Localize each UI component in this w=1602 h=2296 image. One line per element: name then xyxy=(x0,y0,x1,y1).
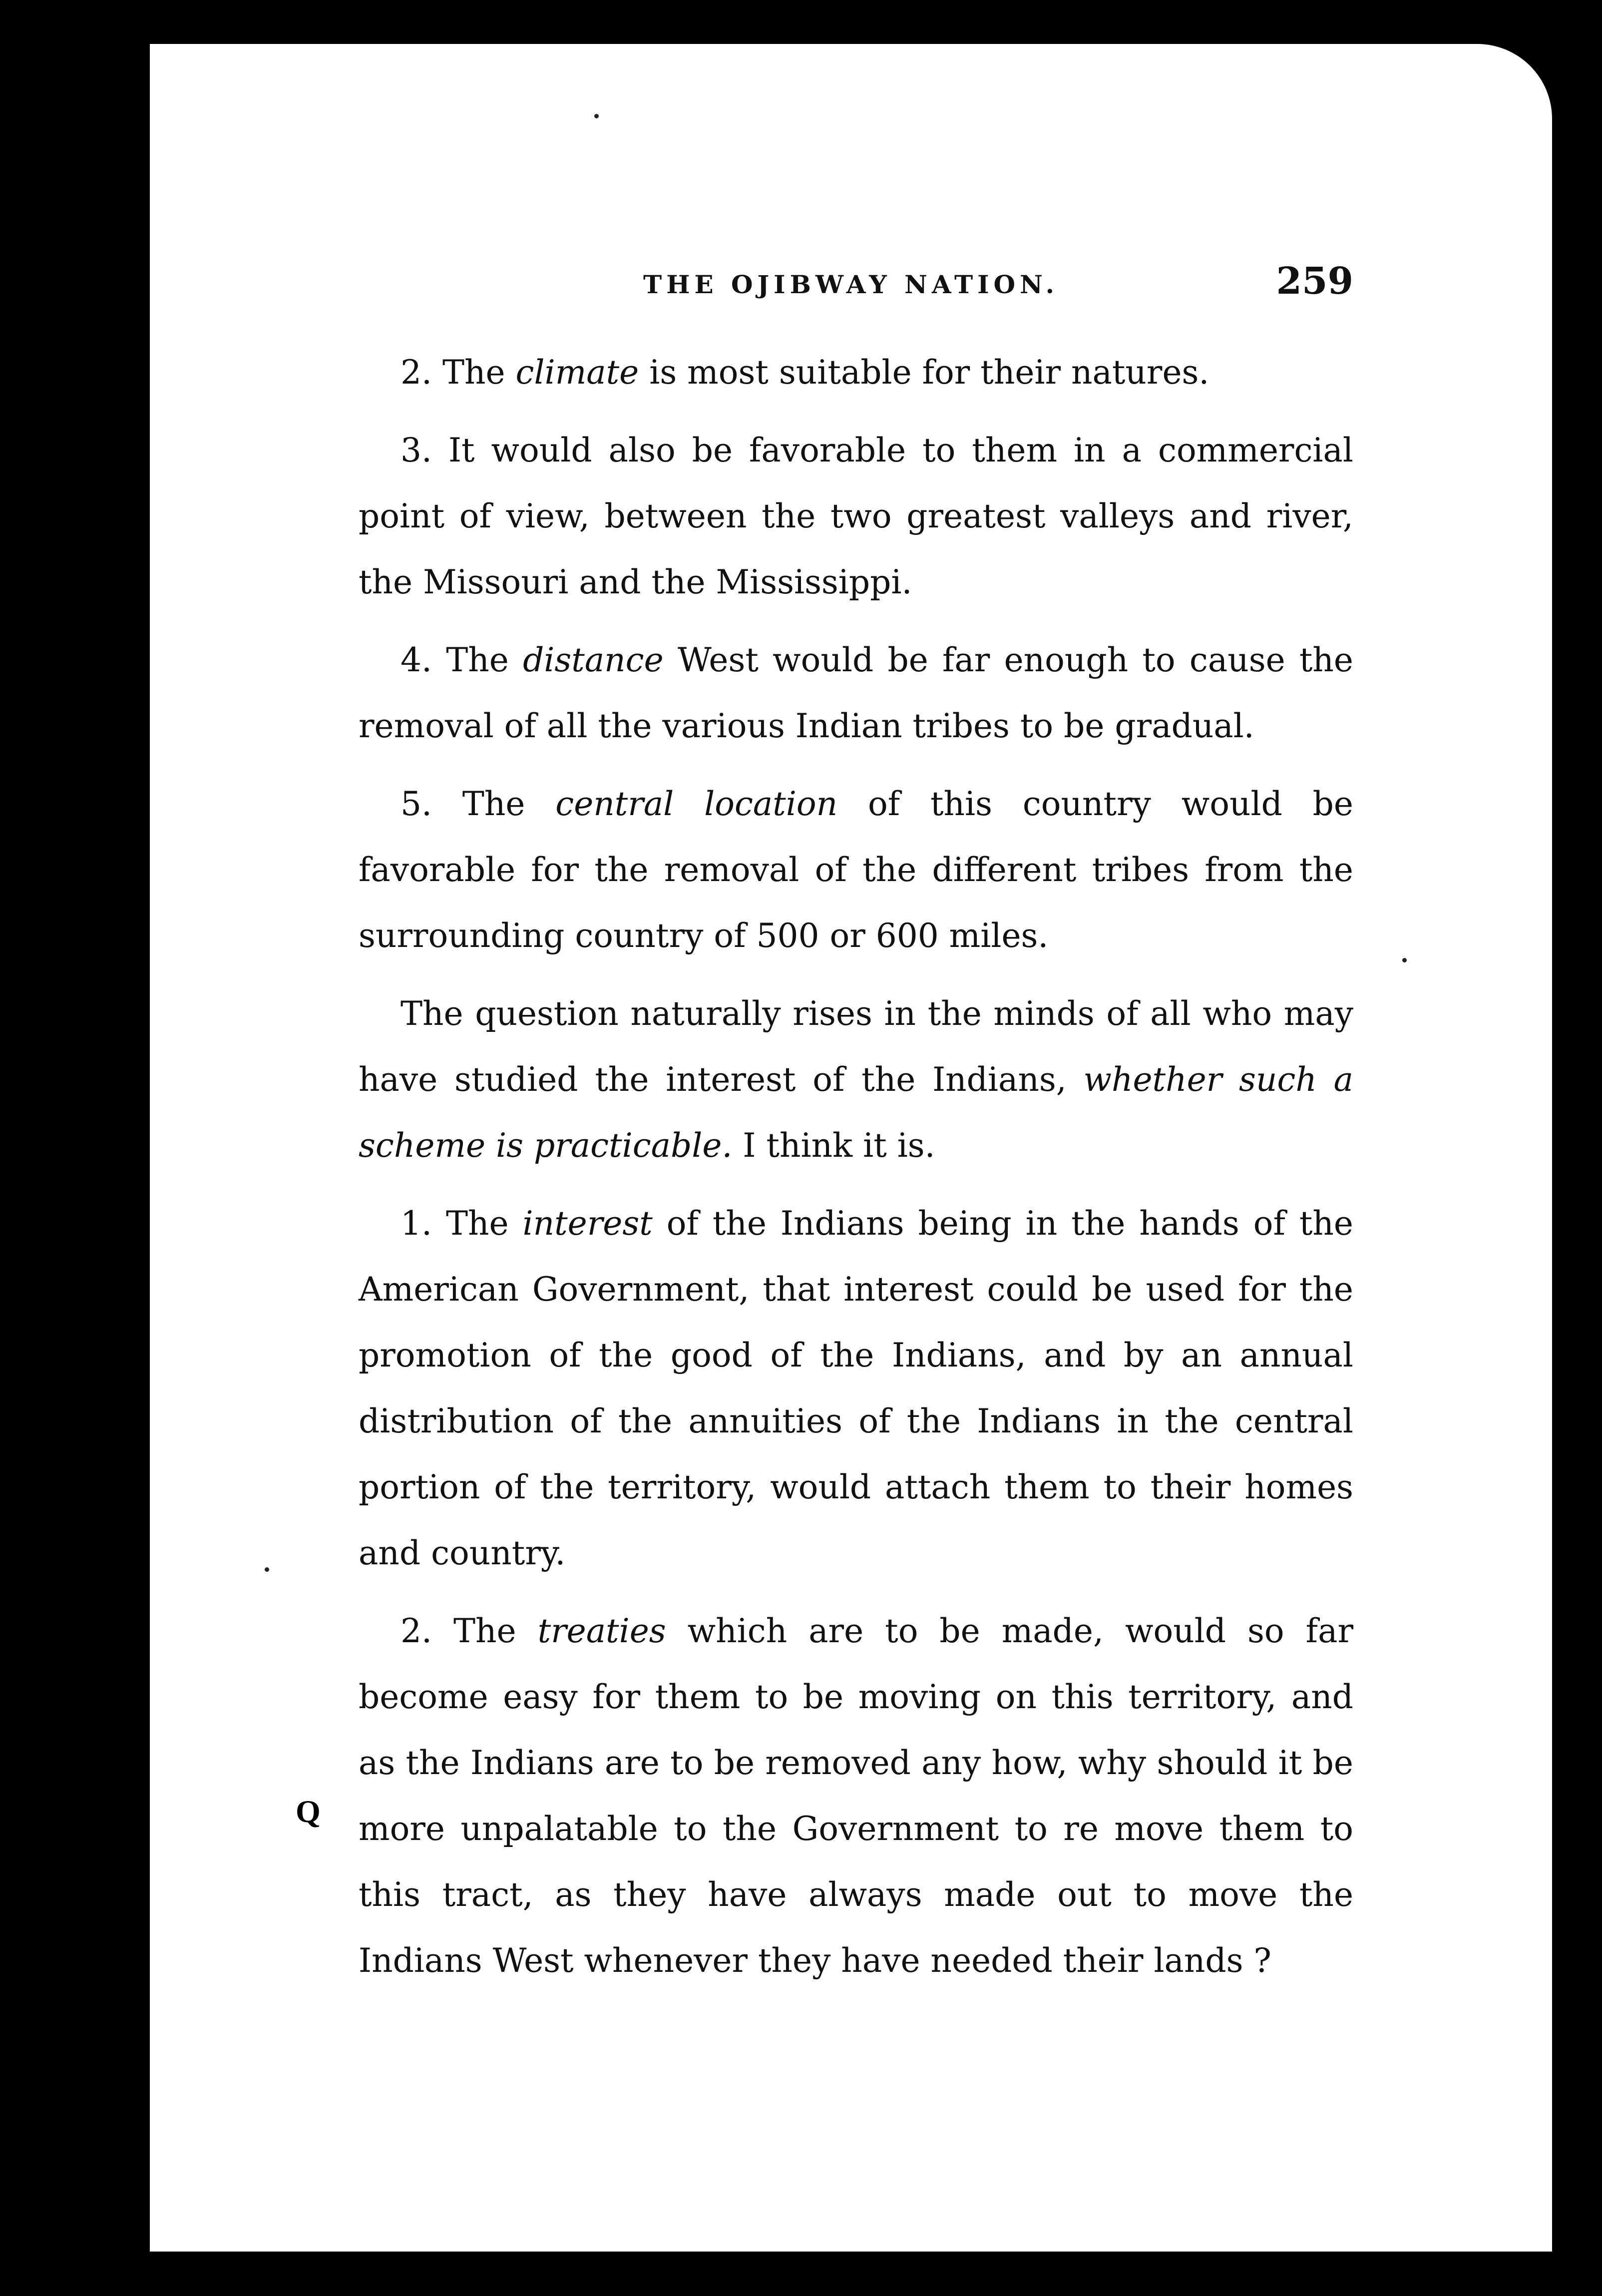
paragraph-text: The question naturally rises in the minds of all who may have studied the interest of the Indians, xyxy=(359,994,1353,1099)
paragraph-text: of this country would be favorable for the removal of the different tribes from the surrounding country of 500 or 600 miles. xyxy=(359,785,1353,955)
signature-mark: Q xyxy=(296,1794,321,1829)
paragraph-text: 2. The xyxy=(400,353,516,392)
paragraph xyxy=(359,627,1353,759)
binding-gutter xyxy=(105,45,130,2253)
paragraph-text: 1. The xyxy=(400,1204,523,1243)
paragraph-text: of the Indians being in the hands of the American Government, that interest could be used for the promotion of the good of the Indians, and by an annual distribution of the annuities of the Indians in the central portion of the territory, would attach them to their homes and country. xyxy=(359,1204,1353,1572)
emphasis-text: distance xyxy=(523,641,664,679)
emphasis-text: whether such a scheme is practicable. xyxy=(359,1060,1353,1165)
paragraph-text: 2. The xyxy=(400,1612,538,1650)
running-head xyxy=(359,250,1353,340)
page-number: 259 xyxy=(1276,260,1353,303)
ink-speck xyxy=(1402,958,1407,962)
paragraph-text: I think it is. xyxy=(732,1126,935,1165)
paragraph xyxy=(359,771,1353,969)
paragraph xyxy=(359,1598,1353,1994)
ink-speck xyxy=(265,1567,269,1572)
paragraph xyxy=(359,1191,1353,1586)
paragraph-text: which are to be made, would so far become easy for them to be moving on this territory, and as the Indians are to be removed any how, why should it be more unpalatable to the Government to re move them to this tract, as they have always made out to move the Indians West whenever they have needed their lands ? xyxy=(359,1612,1353,1980)
body-text xyxy=(359,340,1353,1994)
emphasis-text: treaties xyxy=(537,1612,666,1650)
emphasis-text: interest xyxy=(522,1204,653,1243)
page-text xyxy=(359,250,1353,2006)
emphasis-text: climate xyxy=(515,353,639,392)
emphasis-text: central location xyxy=(555,785,838,823)
paragraph xyxy=(359,418,1353,615)
paragraph-text: 3. It would also be favorable to them in a commercial point of view, between the two greatest valleys and river, the Missouri and the Mississippi. xyxy=(359,431,1353,601)
paragraph-text: 4. The xyxy=(400,641,523,679)
paragraph-text: is most suitable for their natures. xyxy=(639,353,1209,392)
running-title: THE OJIBWAY NATION. xyxy=(643,270,1059,299)
paragraph-text: 5. The xyxy=(400,785,556,823)
paragraph xyxy=(359,340,1353,406)
paragraph-text: West would be far enough to cause the removal of all the various Indian tribes to be gradual. xyxy=(359,641,1353,745)
ink-speck xyxy=(594,114,599,118)
paragraph xyxy=(359,981,1353,1179)
